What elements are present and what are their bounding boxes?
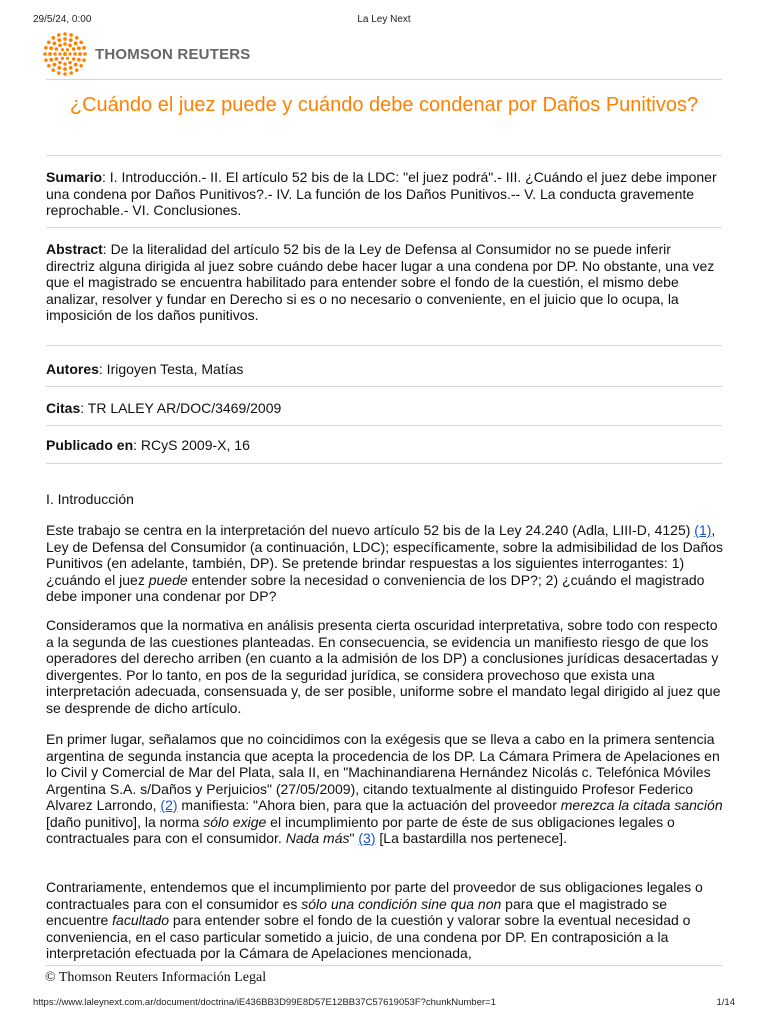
autores-text: : Irigoyen Testa, Matías: [98, 361, 244, 377]
p1-text-a: Este trabajo se centra en la interpretación del nuevo artículo 52 bis de la Ley 24.240 (Adla, LIII-D, 4125): [46, 522, 695, 538]
p1-text-c: entender sobre la necesidad o conveniencia de los DP?; 2) ¿cuándo el magistrado debe imponer una condenar por DP?: [46, 571, 705, 604]
p3-text-b: manifiesta: "Ahora bien, para que la actuación del proveedor: [177, 797, 561, 813]
divider: [46, 463, 722, 464]
thomson-reuters-dots-icon: [43, 32, 87, 76]
abstract-label: Abstract: [46, 241, 103, 257]
page-number: 1/14: [716, 997, 735, 1008]
p3-text-a: En primer lugar, señalamos que no coincidimos con la exégesis que se lleva a cabo en la primera sentencia argentina de segunda instancia que acepta la procedencia de los DP. La Cámara Primera de Apelaciones en lo Civil y Comercial de Mar del Plata, sala II, en "Machinandiarena Hernández Nicolás c. Telefónica Móviles Argentina S.A. s/Daños y Perjuicios" (27/05/2009), citando textualmente al distinguido Profesor Federico Alvarez Larrondo,: [46, 731, 720, 813]
abstract: [46, 241, 722, 324]
paragraph-3: [46, 731, 728, 847]
paragraph-2: Consideramos que la normativa en análisis presenta cierta oscuridad interpretativa, sobre todo con respecto a la segunda de las cuestiones planteadas. En consecuencia, se evidencia un manifiesto riesgo de que los operadores del derecho arriben (en cuanto a la admisión de los DP) a conclusiones jurídicas desacertadas y divergentes. Por lo tanto, en pos de la seguridad jurídica, se considera provechoso que exista una interpretación adecuada, consensuada y, de ser posible, uniforme sobre el mandato legal dirigido al juez que se desprende de dicho artículo.: [46, 617, 721, 716]
p3-emphasis-3: Nada más: [285, 830, 350, 846]
divider: [46, 345, 722, 346]
p3-text-f: [La bastardilla nos pertenece].: [375, 830, 567, 846]
p3-emphasis-2: sólo exige: [203, 813, 267, 830]
abstract-text: : De la literalidad del artículo 52 bis de la Ley de Defensa al Consumidor no se puede inferir directriz alguna dirigida al juez sobre cuándo debe hacer lugar a una condena por DP. No obstante, una vez que el magistrado se encuentra habilitado para entender sobre el fondo de la cuestión, el mismo debe analizar, resolver y fundar en Derecho si es o no necesario o conveniente, en el juicio que lo ocupa, la imposición de los daños punitivos.: [46, 241, 715, 323]
p4-text-a: Contrariamente, entendemos que el incumplimiento por parte del proveedor de sus obligaciones legales o contractuales para con el consumidor es: [46, 879, 703, 912]
sumario-text: : I. Introducción.- II. El artículo 52 bis de la LDC: "el juez podrá".- III. ¿Cuándo el juez debe imponer una condena por Daños Punitivos?.- IV. La función de los Daños Punitivos.-- V. La conducta gravemente reprochable.- VI. Conclusiones.: [46, 169, 717, 218]
autores: [46, 361, 722, 378]
divider: [46, 155, 722, 156]
p4-text-b: para que el magistrado se encuentre: [46, 895, 668, 928]
publicado-text: : RCyS 2009-X, 16: [133, 437, 250, 453]
p4-text-c: para entender sobre el fondo de la cuestión y valorar sobre la eventual necesidad o conveniencia, en el caso particular sometido a juicio, de una condena por DP. En contraposición a la interpretación efectuada por la Cámara de Apelaciones mencionada,: [46, 912, 691, 961]
paragraph-4: [46, 879, 728, 962]
p4-emphasis-2: facultado: [112, 912, 169, 928]
brand-name: THOMSON REUTERS: [95, 46, 251, 63]
thomson-reuters-logo: [43, 32, 343, 76]
footnote-link-1[interactable]: (1): [694, 522, 712, 538]
paragraph-1: [46, 522, 728, 605]
publicado-label: Publicado en: [46, 437, 134, 453]
divider: [46, 965, 722, 966]
p4-emphasis-1: sólo una condición sine qua non: [301, 895, 502, 912]
footnote-link-2[interactable]: (2): [160, 797, 178, 813]
print-url: https://www.laleynext.com.ar/document/doctrina/iE436BB3D99E8D57E12BB37C57619053F?chunkNumber=1: [33, 997, 496, 1008]
citas: [46, 400, 722, 417]
print-date: 29/5/24, 0:00: [33, 14, 92, 25]
p3-text-e: ": [349, 830, 359, 846]
footnote-link-3[interactable]: (3): [358, 830, 376, 846]
p3-emphasis-1: merezca la citada sanción: [560, 797, 723, 813]
p1-emphasis: puede: [148, 571, 188, 588]
autores-label: Autores: [46, 361, 99, 377]
divider: [46, 386, 722, 387]
p1-text-b: , Ley de Defensa del Consumidor (a continuación, LDC); específicamente, sobre la admisibilidad de los Daños Punitivos (en adelante, también, DP). Se pretende brindar respuestas a los siguientes interrogantes: 1) ¿cuándo el juez: [46, 522, 724, 588]
section-heading: I. Introducción: [46, 491, 134, 507]
citas-label: Citas: [46, 400, 81, 416]
citas-text: : TR LALEY AR/DOC/3469/2009: [80, 400, 282, 416]
sumario-label: Sumario: [46, 169, 103, 185]
print-header: [33, 14, 735, 30]
sumario: [46, 169, 722, 219]
document-title: ¿Cuándo el juez puede y cuándo debe condenar por Daños Punitivos?: [69, 94, 699, 116]
divider: [46, 227, 722, 228]
p3-text-c: [daño punitivo], la norma: [46, 813, 204, 830]
print-title: La Ley Next: [357, 14, 411, 25]
divider: [46, 79, 722, 80]
publicado-en: [46, 437, 722, 454]
divider: [46, 425, 722, 426]
p3-text-d: el incumplimiento por parte de éste de sus obligaciones legales o contractuales para con el consumidor.: [46, 813, 675, 846]
footer-copyright: © Thomson Reuters Información Legal: [45, 970, 267, 985]
print-footer: [33, 997, 735, 1011]
